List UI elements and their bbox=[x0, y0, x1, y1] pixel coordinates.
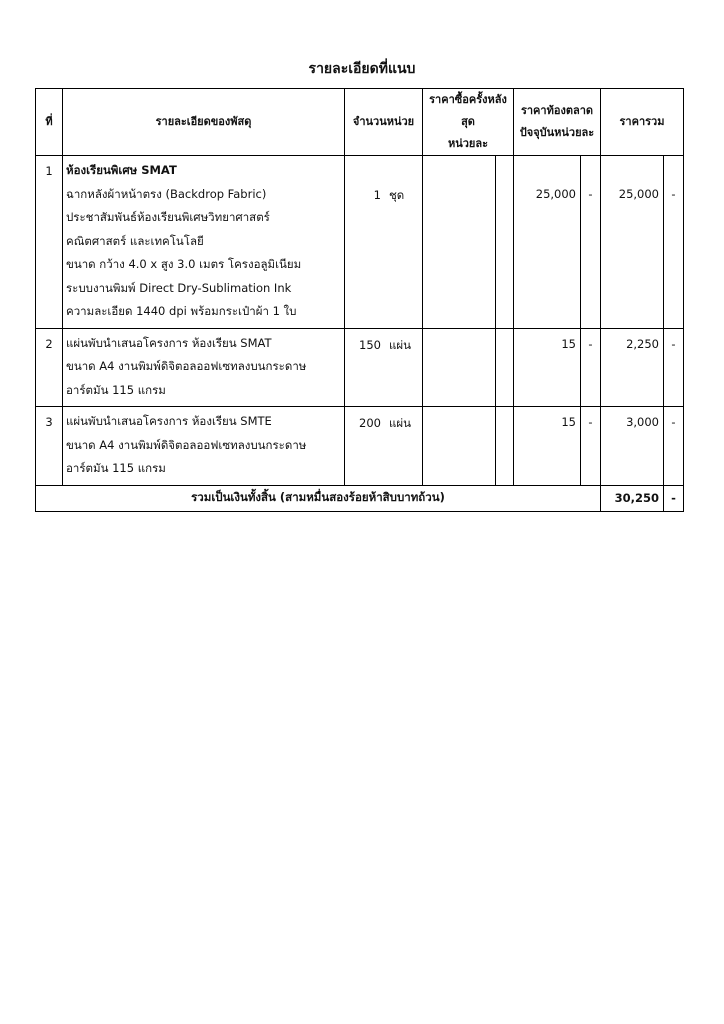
last-price-baht bbox=[423, 328, 496, 407]
market-price-baht: 15 bbox=[514, 328, 581, 407]
market-price-baht: 25,000 bbox=[514, 156, 581, 329]
document-title: รายละเอียดที่แนบ bbox=[308, 61, 416, 77]
table-row bbox=[36, 156, 684, 329]
total-baht: 3,000 bbox=[601, 407, 664, 486]
total-satang: - bbox=[664, 156, 684, 329]
last-price-baht bbox=[423, 156, 496, 329]
quantity-value: 150 bbox=[359, 337, 381, 352]
row-description bbox=[63, 407, 345, 486]
quantity-value: 1 bbox=[373, 188, 381, 202]
quantity-unit: ชุด bbox=[389, 188, 405, 202]
header-description: รายละเอียดของพัสดุ bbox=[63, 89, 345, 156]
row-description bbox=[63, 328, 345, 407]
description-line: ห้องเรียนพิเศษ SMAT bbox=[66, 163, 177, 177]
quantity-unit: แผ่น bbox=[389, 337, 412, 352]
row-quantity bbox=[345, 328, 423, 407]
quantity-unit: แผ่น bbox=[389, 416, 412, 430]
summary-total-satang: - bbox=[664, 485, 684, 511]
table-row bbox=[36, 328, 684, 407]
header-last-price bbox=[423, 89, 514, 156]
description-line: อาร์ตมัน 115 แกรม bbox=[66, 382, 166, 397]
market-price-baht: 15 bbox=[514, 407, 581, 486]
total-satang: - bbox=[664, 407, 684, 486]
row-number: 3 bbox=[36, 407, 63, 486]
row-number: 1 bbox=[36, 156, 63, 329]
market-price-satang: - bbox=[581, 407, 601, 486]
last-price-baht bbox=[423, 407, 496, 486]
row-number: 2 bbox=[36, 328, 63, 407]
description-line: คณิตศาสตร์ และเทคโนโลยี bbox=[66, 233, 204, 248]
description-line: ระบบงานพิมพ์ Direct Dry-Sublimation Ink bbox=[66, 280, 292, 295]
quantity-value: 200 bbox=[359, 416, 381, 430]
header-last-price-line1: ราคาซื้อครั้งหลังสุด bbox=[429, 93, 507, 128]
table-header-row bbox=[36, 89, 684, 156]
last-price-satang bbox=[496, 156, 514, 329]
header-last-price-line2: หน่วยละ bbox=[447, 137, 489, 150]
description-line: ขนาด A4 งานพิมพ์ดิจิตอลออฟเซทลงบนกระดาษ bbox=[66, 359, 307, 373]
header-market-price-line1: ราคาท้องตลาด bbox=[520, 104, 594, 117]
market-price-satang: - bbox=[581, 328, 601, 407]
total-baht: 25,000 bbox=[601, 156, 664, 329]
description-line: ขนาด A4 งานพิมพ์ดิจิตอลออฟเซทลงบนกระดาษ bbox=[66, 437, 307, 452]
description-line: ความละเอียด 1440 dpi พร้อมกระเป๋าผ้า 1 ใบ bbox=[66, 304, 297, 318]
summary-row bbox=[36, 485, 684, 511]
total-baht: 2,250 bbox=[601, 328, 664, 407]
header-market-price-line2: ปัจจุบันหน่วยละ bbox=[519, 126, 595, 139]
row-description bbox=[63, 156, 345, 329]
summary-label: รวมเป็นเงินทั้งสิ้น (สามหมื่นสองร้อยห้าสิบบาทถ้วน) bbox=[36, 485, 601, 511]
header-market-price bbox=[514, 89, 601, 156]
market-price-satang: - bbox=[581, 156, 601, 329]
description-line: อาร์ตมัน 115 แกรม bbox=[66, 461, 166, 475]
row-quantity bbox=[345, 156, 423, 329]
header-no: ที่ bbox=[36, 89, 63, 156]
summary-total: 30,250 bbox=[601, 485, 664, 511]
last-price-satang bbox=[496, 407, 514, 486]
last-price-satang bbox=[496, 328, 514, 407]
row-quantity bbox=[345, 407, 423, 486]
description-line: แผ่นพับนำเสนอโครงการ ห้องเรียน SMAT bbox=[66, 335, 272, 350]
header-total: ราคารวม bbox=[601, 89, 684, 156]
description-line: ฉากหลังผ้าหน้าตรง (Backdrop Fabric) bbox=[66, 186, 267, 201]
description-line: ขนาด กว้าง 4.0 x สูง 3.0 เมตร โครงอลูมิเนียม bbox=[66, 257, 302, 271]
total-satang: - bbox=[664, 328, 684, 407]
items-table bbox=[35, 88, 684, 512]
description-line: ประชาสัมพันธ์ห้องเรียนพิเศษวิทยาศาสตร์ bbox=[66, 210, 270, 224]
description-line: แผ่นพับนำเสนอโครงการ ห้องเรียน SMTE bbox=[66, 414, 272, 428]
header-quantity: จำนวนหน่วย bbox=[345, 89, 423, 156]
table-row bbox=[36, 407, 684, 486]
